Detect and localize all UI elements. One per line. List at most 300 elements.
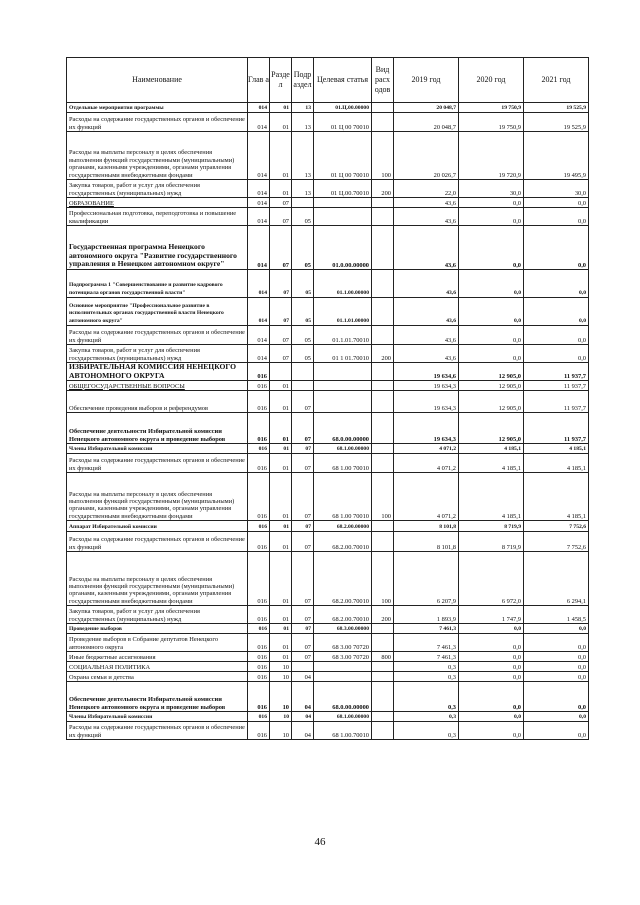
cell-name: Обеспечение деятельности Избирательной комиссии Ненецкого автономного округа и проведение выборов	[67, 413, 248, 444]
cell-podrazdel: 05	[292, 208, 314, 226]
cell-target: 68 3.00 70720	[314, 652, 372, 662]
page-number: 46	[314, 836, 326, 848]
cell-target: 68.1.00.00000	[314, 444, 372, 454]
cell-vid	[372, 722, 394, 740]
cell-name: ИЗБИРАТЕЛЬНАЯ КОМИССИЯ НЕНЕЦКОГО АВТОНОМНОГО ОКРУГА	[67, 363, 248, 381]
cell-y2019: 0,3	[394, 672, 459, 682]
header-podrazdel: Подр аздел	[292, 58, 314, 103]
cell-target: 01 Ц.00.70010	[314, 180, 372, 198]
cell-target	[314, 672, 372, 682]
cell-y2019: 43,6	[394, 298, 459, 326]
cell-vid: 100	[372, 473, 394, 521]
table-body	[67, 103, 589, 740]
cell-y2019: 19 634,3	[394, 391, 459, 413]
cell-razdel: 01	[270, 132, 292, 180]
table-row	[67, 113, 589, 132]
cell-target: 68 1.00 70010	[314, 473, 372, 521]
cell-y2019: 8 101,8	[394, 532, 459, 552]
table-row	[67, 722, 589, 740]
cell-y2021: 0,0	[524, 712, 589, 722]
cell-y2021: 0,0	[524, 662, 589, 672]
header-2019: 2019 год	[394, 58, 459, 103]
cell-y2021: 0,0	[524, 682, 589, 712]
cell-podrazdel: 05	[292, 226, 314, 270]
table-row	[67, 532, 589, 552]
table-row	[67, 345, 589, 363]
cell-vid	[372, 454, 394, 473]
cell-razdel: 01	[270, 413, 292, 444]
cell-name: Расходы на содержание государственных органов и обеспечение их функций	[67, 722, 248, 740]
cell-y2019: 4 071,2	[394, 454, 459, 473]
cell-y2021: 0,0	[524, 672, 589, 682]
cell-glava: 016	[248, 712, 270, 722]
cell-vid	[372, 521, 394, 532]
cell-name: Иные бюджетные ассигнования	[67, 652, 248, 662]
cell-vid	[372, 208, 394, 226]
cell-glava: 016	[248, 363, 270, 381]
cell-y2020: 0,0	[459, 326, 524, 345]
cell-target: 68.2.00.70010	[314, 532, 372, 552]
cell-y2020: 0,0	[459, 712, 524, 722]
cell-glava: 016	[248, 444, 270, 454]
cell-razdel: 01	[270, 521, 292, 532]
cell-glava: 016	[248, 672, 270, 682]
header-2021: 2021 год	[524, 58, 589, 103]
cell-y2020: 0,0	[459, 226, 524, 270]
cell-glava: 014	[248, 226, 270, 270]
cell-vid	[372, 298, 394, 326]
cell-y2019: 19 634,6	[394, 363, 459, 381]
cell-y2020: 12 905,0	[459, 413, 524, 444]
cell-name: ОБРАЗОВАНИЕ	[67, 198, 248, 208]
cell-vid	[372, 444, 394, 454]
cell-razdel: 10	[270, 672, 292, 682]
cell-podrazdel: 13	[292, 113, 314, 132]
cell-y2020: 0,0	[459, 652, 524, 662]
cell-target: 01 1 01.70010	[314, 345, 372, 363]
cell-y2021: 0,0	[524, 270, 589, 298]
cell-y2021: 4 185,1	[524, 444, 589, 454]
cell-glava: 014	[248, 298, 270, 326]
cell-y2020: 1 747,9	[459, 606, 524, 624]
header-name: Наименование	[67, 58, 248, 103]
cell-glava: 014	[248, 208, 270, 226]
cell-y2021: 4 185,1	[524, 473, 589, 521]
cell-podrazdel: 07	[292, 473, 314, 521]
cell-razdel: 07	[270, 345, 292, 363]
cell-y2021: 19 525,9	[524, 103, 589, 113]
cell-name: Расходы на содержание государственных органов и обеспечение их функций	[67, 532, 248, 552]
table-row	[67, 326, 589, 345]
cell-name: Расходы на выплаты персоналу в целях обеспечения выполнения функций государственными (муниципальными) органами, казенными учреждениями, органами управления государственными внебюджетными фондами	[67, 473, 248, 521]
cell-razdel: 01	[270, 606, 292, 624]
cell-name: Обеспечение деятельности Избирательной комиссии Ненецкого автономного округа и проведение выборов	[67, 682, 248, 712]
cell-razdel: 01	[270, 381, 292, 391]
cell-name: Отдельные мероприятия программы	[67, 103, 248, 113]
cell-vid	[372, 672, 394, 682]
budget-table	[66, 57, 589, 740]
cell-y2021: 0,0	[524, 652, 589, 662]
cell-glava: 016	[248, 682, 270, 712]
cell-razdel: 07	[270, 198, 292, 208]
cell-podrazdel: 07	[292, 532, 314, 552]
cell-name: Проведение выборов	[67, 624, 248, 634]
cell-podrazdel	[292, 381, 314, 391]
cell-y2021: 30,0	[524, 180, 589, 198]
cell-vid	[372, 662, 394, 672]
cell-y2019: 4 071,2	[394, 473, 459, 521]
cell-glava: 016	[248, 552, 270, 606]
cell-glava: 016	[248, 381, 270, 391]
cell-razdel: 01	[270, 113, 292, 132]
cell-vid: 200	[372, 180, 394, 198]
cell-name: Охрана семьи и детства	[67, 672, 248, 682]
cell-target	[314, 208, 372, 226]
cell-target: 01.Ц.00.00000	[314, 103, 372, 113]
cell-target: 01 Ц 00 70010	[314, 113, 372, 132]
cell-y2021: 0,0	[524, 198, 589, 208]
cell-name: Основное мероприятие "Профессиональное развитие в исполнительных органах государственной власти Ненецкого автономного округа"	[67, 298, 248, 326]
cell-vid	[372, 381, 394, 391]
cell-glava: 014	[248, 326, 270, 345]
cell-vid	[372, 391, 394, 413]
table-row	[67, 391, 589, 413]
header-vid: Вид расх одов	[372, 58, 394, 103]
cell-razdel: 01	[270, 624, 292, 634]
table-row	[67, 672, 589, 682]
cell-y2021: 6 294,1	[524, 552, 589, 606]
cell-y2020: 12 905,0	[459, 391, 524, 413]
cell-name: Члены Избирательной комиссии	[67, 444, 248, 454]
cell-target: 01.1.01.00000	[314, 298, 372, 326]
cell-vid	[372, 532, 394, 552]
cell-y2019: 43,6	[394, 345, 459, 363]
cell-y2020: 8 719,9	[459, 532, 524, 552]
cell-razdel: 07	[270, 270, 292, 298]
cell-y2019: 7 461,3	[394, 624, 459, 634]
cell-y2019: 7 461,3	[394, 634, 459, 652]
cell-y2019: 6 207,9	[394, 552, 459, 606]
cell-glava: 016	[248, 473, 270, 521]
cell-target: 01.1.00.00000	[314, 270, 372, 298]
cell-y2021: 4 185,1	[524, 454, 589, 473]
cell-y2020: 30,0	[459, 180, 524, 198]
cell-name: ОБЩЕГОСУДАРСТВЕННЫЕ ВОПРОСЫ	[67, 381, 248, 391]
cell-vid	[372, 682, 394, 712]
table-row	[67, 473, 589, 521]
cell-y2019: 19 634,3	[394, 381, 459, 391]
cell-razdel: 10	[270, 712, 292, 722]
cell-podrazdel: 13	[292, 103, 314, 113]
cell-y2019: 43,6	[394, 198, 459, 208]
cell-vid	[372, 624, 394, 634]
cell-y2019: 43,6	[394, 226, 459, 270]
cell-podrazdel: 07	[292, 552, 314, 606]
cell-podrazdel: 13	[292, 180, 314, 198]
cell-y2021: 11 937,7	[524, 391, 589, 413]
cell-y2020: 0,0	[459, 672, 524, 682]
cell-name: Расходы на выплаты персоналу в целях обеспечения выполнения функций государственными (муниципальными) органами, казенными учреждениями, органами управления государственными внебюджетными фондами	[67, 552, 248, 606]
cell-y2021: 0,0	[524, 326, 589, 345]
cell-y2020: 4 185,1	[459, 444, 524, 454]
cell-y2020: 19 750,9	[459, 113, 524, 132]
table-row	[67, 652, 589, 662]
cell-y2019: 20 048,7	[394, 103, 459, 113]
cell-podrazdel: 04	[292, 682, 314, 712]
cell-y2021: 0,0	[524, 345, 589, 363]
table-row	[67, 413, 589, 444]
cell-glava: 016	[248, 413, 270, 444]
cell-name: Закупка товаров, работ и услуг для обеспечения государственных (муниципальных) нужд	[67, 180, 248, 198]
cell-glava: 016	[248, 624, 270, 634]
cell-name: СОЦИАЛЬНАЯ ПОЛИТИКА	[67, 662, 248, 672]
cell-target	[314, 198, 372, 208]
cell-y2021: 0,0	[524, 634, 589, 652]
cell-y2021: 7 752,6	[524, 521, 589, 532]
cell-glava: 016	[248, 634, 270, 652]
cell-target: 68.1.00.00000	[314, 712, 372, 722]
header-target: Целевая статья	[314, 58, 372, 103]
cell-glava: 016	[248, 454, 270, 473]
table-row	[67, 606, 589, 624]
cell-podrazdel: 05	[292, 345, 314, 363]
cell-podrazdel: 07	[292, 444, 314, 454]
cell-y2019: 43,6	[394, 326, 459, 345]
cell-y2021: 0,0	[524, 298, 589, 326]
cell-razdel: 01	[270, 634, 292, 652]
table-row	[67, 363, 589, 381]
cell-razdel: 10	[270, 722, 292, 740]
cell-target: 68 3.00 70720	[314, 634, 372, 652]
cell-target: 01.0.00.00000	[314, 226, 372, 270]
cell-razdel: 01	[270, 444, 292, 454]
cell-target: 68.2.00.00000	[314, 521, 372, 532]
cell-y2019: 43,6	[394, 208, 459, 226]
cell-y2019: 8 101,8	[394, 521, 459, 532]
cell-podrazdel: 05	[292, 326, 314, 345]
table-row	[67, 298, 589, 326]
cell-y2020: 0,0	[459, 624, 524, 634]
table-row	[67, 132, 589, 180]
cell-razdel: 07	[270, 226, 292, 270]
cell-y2019: 7 461,3	[394, 652, 459, 662]
cell-y2021: 19 525,9	[524, 113, 589, 132]
cell-y2019: 20 048,7	[394, 113, 459, 132]
cell-razdel: 07	[270, 208, 292, 226]
cell-y2019: 4 071,2	[394, 444, 459, 454]
cell-y2020: 6 972,0	[459, 552, 524, 606]
table-row	[67, 624, 589, 634]
cell-target: 68 1.00 70010	[314, 454, 372, 473]
cell-razdel: 07	[270, 298, 292, 326]
cell-podrazdel: 05	[292, 298, 314, 326]
cell-y2020: 0,0	[459, 270, 524, 298]
cell-glava: 014	[248, 198, 270, 208]
cell-podrazdel	[292, 363, 314, 381]
table-row	[67, 634, 589, 652]
cell-target: 68.2.00.70010	[314, 606, 372, 624]
cell-y2020: 12 905,0	[459, 381, 524, 391]
table-row	[67, 454, 589, 473]
cell-y2019: 0,3	[394, 722, 459, 740]
cell-glava: 014	[248, 132, 270, 180]
cell-y2021: 11 937,7	[524, 413, 589, 444]
cell-target: 68.2.00.70010	[314, 552, 372, 606]
cell-podrazdel: 07	[292, 634, 314, 652]
table-row	[67, 198, 589, 208]
cell-y2021: 0,0	[524, 208, 589, 226]
cell-name: Профессиональная подготовка, переподготовка и повышение квалификации	[67, 208, 248, 226]
cell-vid	[372, 270, 394, 298]
cell-razdel: 01	[270, 180, 292, 198]
cell-name: Расходы на содержание государственных органов и обеспечение их функций	[67, 326, 248, 345]
table-row	[67, 521, 589, 532]
cell-y2020: 0,0	[459, 722, 524, 740]
cell-y2020: 4 185,1	[459, 454, 524, 473]
cell-podrazdel: 07	[292, 413, 314, 444]
cell-podrazdel: 07	[292, 652, 314, 662]
cell-y2019: 0,3	[394, 662, 459, 672]
cell-name: Закупка товаров, работ и услуг для обеспечения государственных (муниципальных) нужд	[67, 606, 248, 624]
cell-y2020: 12 905,0	[459, 363, 524, 381]
cell-y2021: 0,0	[524, 624, 589, 634]
cell-podrazdel	[292, 662, 314, 672]
cell-name: Проведение выборов в Собрание депутатов Ненецкого автономного округа	[67, 634, 248, 652]
header-glava: Глав а	[248, 58, 270, 103]
cell-name: Закупка товаров, работ и услуг для обеспечения государственных (муниципальных) нужд	[67, 345, 248, 363]
cell-y2020: 0,0	[459, 345, 524, 363]
cell-razdel: 10	[270, 682, 292, 712]
table-row	[67, 662, 589, 672]
cell-y2019: 19 634,3	[394, 413, 459, 444]
cell-razdel: 01	[270, 552, 292, 606]
cell-vid: 200	[372, 345, 394, 363]
cell-razdel: 01	[270, 103, 292, 113]
cell-vid	[372, 363, 394, 381]
cell-y2021: 19 495,9	[524, 132, 589, 180]
cell-podrazdel: 04	[292, 672, 314, 682]
cell-y2021: 7 752,6	[524, 532, 589, 552]
cell-glava: 014	[248, 103, 270, 113]
cell-name: Расходы на содержание государственных органов и обеспечение их функций	[67, 454, 248, 473]
cell-name: Государственная программа Ненецкого автономного округа "Развитие государственного управления в Ненецком автономном округе"	[67, 226, 248, 270]
cell-podrazdel: 13	[292, 132, 314, 180]
cell-target	[314, 363, 372, 381]
cell-glava: 016	[248, 722, 270, 740]
cell-podrazdel: 04	[292, 722, 314, 740]
cell-target: 01.1.01.70010	[314, 326, 372, 345]
cell-target: 68.0.00.00000	[314, 682, 372, 712]
cell-razdel: 01	[270, 391, 292, 413]
cell-y2020: 19 720,9	[459, 132, 524, 180]
cell-y2019: 1 893,9	[394, 606, 459, 624]
cell-podrazdel: 07	[292, 454, 314, 473]
cell-y2019: 0,3	[394, 712, 459, 722]
cell-glava: 014	[248, 180, 270, 198]
cell-y2020: 0,0	[459, 662, 524, 672]
cell-y2021: 0,0	[524, 226, 589, 270]
cell-razdel: 01	[270, 532, 292, 552]
header-razdel: Разде л	[270, 58, 292, 103]
cell-razdel: 01	[270, 454, 292, 473]
cell-podrazdel: 04	[292, 712, 314, 722]
cell-vid	[372, 413, 394, 444]
cell-y2020: 19 750,9	[459, 103, 524, 113]
cell-y2019: 43,6	[394, 270, 459, 298]
cell-name: Аппарат Избирательной комиссии	[67, 521, 248, 532]
table-header-row	[67, 58, 589, 103]
cell-name: Подпрограмма 1 "Совершенствование и развитие кадрового потенциала органов государственной власти"	[67, 270, 248, 298]
cell-razdel: 01	[270, 473, 292, 521]
cell-vid	[372, 113, 394, 132]
cell-vid	[372, 103, 394, 113]
cell-glava: 016	[248, 521, 270, 532]
cell-vid	[372, 634, 394, 652]
cell-target: 68.3.00.00000	[314, 624, 372, 634]
cell-name: Расходы на выплаты персоналу в целях обеспечения выполнения функций государственными (муниципальными) органами, казенными учреждениями, органами управления государственными внебюджетными фондами	[67, 132, 248, 180]
cell-target: 01 Ц 00 70010	[314, 132, 372, 180]
table-row	[67, 682, 589, 712]
cell-y2020: 0,0	[459, 198, 524, 208]
table-row	[67, 381, 589, 391]
cell-vid	[372, 198, 394, 208]
cell-vid: 100	[372, 552, 394, 606]
cell-y2020: 0,0	[459, 208, 524, 226]
cell-target	[314, 381, 372, 391]
cell-vid: 800	[372, 652, 394, 662]
cell-y2019: 0,3	[394, 682, 459, 712]
cell-podrazdel: 07	[292, 624, 314, 634]
cell-podrazdel: 07	[292, 606, 314, 624]
cell-podrazdel: 07	[292, 391, 314, 413]
header-2020: 2020 год	[459, 58, 524, 103]
cell-y2020: 0,0	[459, 298, 524, 326]
table-row	[67, 103, 589, 113]
cell-y2021: 0,0	[524, 722, 589, 740]
cell-podrazdel: 07	[292, 521, 314, 532]
cell-y2021: 11 937,7	[524, 381, 589, 391]
cell-glava: 016	[248, 606, 270, 624]
cell-glava: 016	[248, 652, 270, 662]
cell-vid: 200	[372, 606, 394, 624]
cell-vid	[372, 712, 394, 722]
table-row	[67, 208, 589, 226]
cell-y2021: 1 458,5	[524, 606, 589, 624]
cell-glava: 016	[248, 532, 270, 552]
cell-y2020: 0,0	[459, 682, 524, 712]
table-row	[67, 712, 589, 722]
cell-podrazdel	[292, 198, 314, 208]
cell-glava: 016	[248, 662, 270, 672]
table-row	[67, 226, 589, 270]
table-row	[67, 552, 589, 606]
cell-glava: 014	[248, 113, 270, 132]
cell-razdel: 01	[270, 652, 292, 662]
cell-target	[314, 391, 372, 413]
cell-glava: 014	[248, 270, 270, 298]
cell-y2019: 22,0	[394, 180, 459, 198]
cell-razdel: 10	[270, 662, 292, 672]
cell-target: 68.0.00.00000	[314, 413, 372, 444]
table-row	[67, 444, 589, 454]
cell-razdel: 07	[270, 326, 292, 345]
cell-target	[314, 662, 372, 672]
table-row	[67, 270, 589, 298]
cell-y2020: 8 719,9	[459, 521, 524, 532]
table-row	[67, 180, 589, 198]
budget-table-sheet	[66, 57, 588, 740]
cell-y2019: 20 026,7	[394, 132, 459, 180]
